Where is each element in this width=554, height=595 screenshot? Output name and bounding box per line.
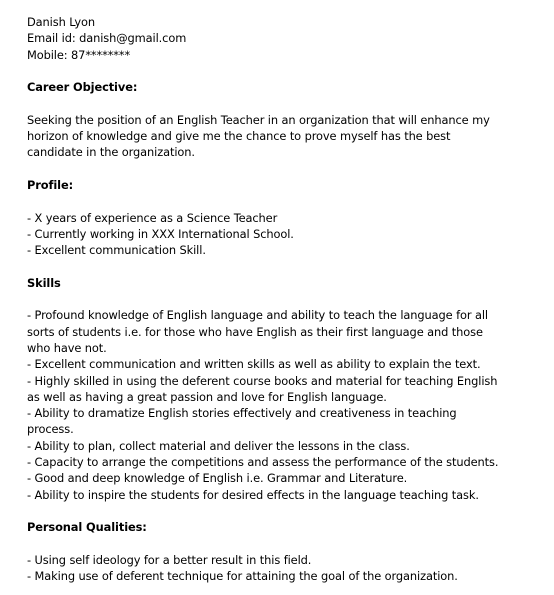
list-item: - Excellent communication Skill. [27,243,206,258]
spacer [27,536,547,552]
list-item: - Profound knowledge of English language and ability to teach the language for all [27,308,488,323]
list-item: - Good and deep knowledge of English i.e. Grammar and Literature. [27,471,408,486]
profile-list [27,210,547,259]
list-item: - Making use of deferent technique for attaining the goal of the organization. [27,569,458,584]
personal-qualities-heading: Personal Qualities: [27,520,147,535]
email-line: Email id: danish@gmail.com [27,31,187,46]
spacer [27,503,547,519]
list-item: process. [27,422,74,437]
career-objective-heading: Career Objective: [27,80,138,95]
spacer [27,63,547,79]
list-item: - Highly skilled in using the deferent course books and material for teaching English [27,373,498,388]
career-objective-text [27,112,547,161]
paragraph-line: Seeking the position of an English Teacher in an organization that will enhance my [27,112,490,127]
list-item: - Currently working in XXX International School. [27,226,294,241]
resume-document [27,14,547,584]
spacer [27,95,547,111]
list-item: - Ability to dramatize English stories effectively and creativeness in teaching [27,406,457,421]
paragraph-line: candidate in the organization. [27,145,195,160]
paragraph-line: horizon of knowledge and give me the chance to prove myself has the best [27,129,451,144]
list-item: - X years of experience as a Science Teacher [27,210,278,225]
skills-heading: Skills [27,275,61,290]
list-item: as well as having a great passion and love for English language. [27,389,387,404]
personal-qualities-list [27,552,547,585]
candidate-name: Danish Lyon [27,15,96,29]
spacer [27,161,547,177]
list-item: - Excellent communication and written skills as well as ability to explain the text. [27,357,481,372]
list-item: - Capacity to arrange the competitions and assess the performance of the students. [27,455,499,470]
list-item: sorts of students i.e. for those who have English as their first language and those [27,324,483,339]
profile-heading: Profile: [27,177,74,192]
skills-list [27,307,547,503]
list-item: who have not. [27,340,107,355]
spacer [27,193,547,209]
spacer [27,258,547,274]
list-item: - Ability to inspire the students for desired effects in the language teaching task. [27,487,479,502]
spacer [27,291,547,307]
list-item: - Ability to plan, collect material and deliver the lessons in the class. [27,438,410,453]
mobile-line: Mobile: 87******** [27,47,131,62]
list-item: - Using self ideology for a better result in this field. [27,552,312,567]
